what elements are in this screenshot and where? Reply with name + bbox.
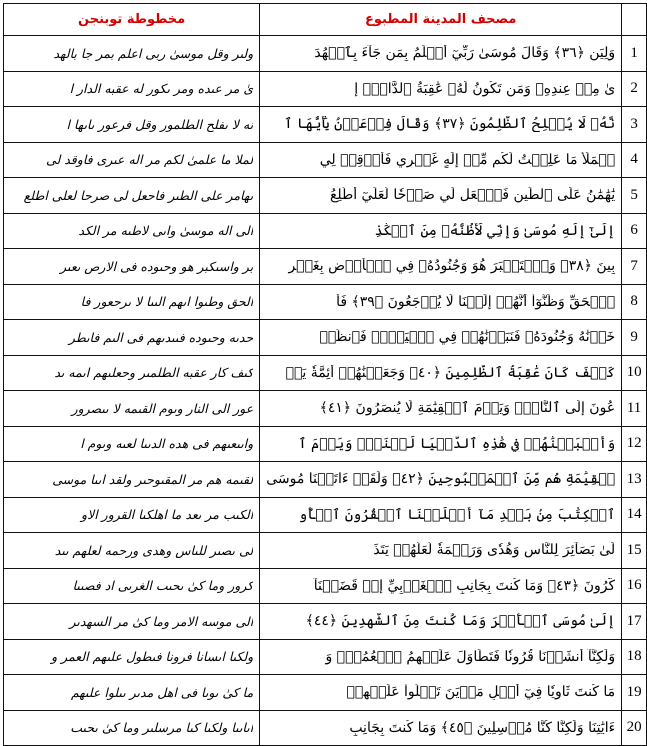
mushaf-text: كَيۡفَ كَانَ عَٰقِبَةُ ٱلظَّٰلِمِينَ ﴿٤٠﴾ وَجَعَلۡنَٰهُمۡ أَئِمَّةٗ يَدۡ <box>285 364 616 381</box>
mushaf-cell <box>260 213 622 249</box>
mushaf-text: مَا كُنتَ ثَاوِيٗا فِيٓ أَهۡلِ مَدۡيَنَ تَتۡلُواْ عَلَيۡهِمۡ <box>346 684 616 701</box>
mushaf-text: ىٰ مِنۡ عِندِهِۦ وَمَن تَكُونُ لَهُۥ عَٰقِبَةُ ٱلدَّارِۖ إ <box>354 80 616 97</box>
mushaf-cell <box>260 568 622 604</box>
manuscript-text: ولىر وقل موسىٰ ربى اعلم بمر جا بالهد <box>53 45 254 61</box>
manuscript-cell <box>4 355 260 391</box>
manuscript-text: بر واسىكبر هو وحىوده فى الارص ىعىر <box>60 258 254 274</box>
table-row <box>4 604 647 640</box>
mushaf-cell <box>260 249 622 285</box>
table-row <box>4 284 647 320</box>
manuscript-text: ىهامر على الطىر فاحعل لى صرحا لعلى اطلع <box>23 187 254 203</box>
manuscript-cell <box>4 320 260 356</box>
mushaf-cell <box>260 604 622 640</box>
manuscript-text: لملا ما علمىٰ لكم مر اله عىرى فاوقد لى <box>46 152 254 168</box>
mushaf-cell <box>260 639 622 675</box>
table-row <box>4 249 647 285</box>
line-number-cell: 14 <box>622 497 647 533</box>
mushaf-text: ٱلۡكِتَٰبَ مِنۢ بَعۡدِ مَآ أَهۡلَكۡنَا ٱلۡقُرُونَ ٱلۡأُو <box>298 506 616 523</box>
mushaf-text: بِينَ ﴿٣٨﴾ وَٱسۡتَكۡبَرَ هُوَ وَجُنُودُهُۥ فِي ٱلۡأَرۡضِ بِغَيۡرِ <box>288 258 616 275</box>
mushaf-text: لۡمَلَأُ مَا عَلِمۡتُ لَكُم مِّنۡ إِلَٰهٍ غَيۡرِي فَأَوۡقِدۡ لِي <box>319 151 616 168</box>
table-row <box>4 462 647 498</box>
mushaf-text: لَىٰ بَصَآئِرَ لِلنَّاسِ وَهُدٗى وَرَحۡمَةٗ لَّعَلَّهُمۡ يَتَذَ <box>373 542 616 559</box>
line-number-cell: 7 <box>622 249 647 285</box>
manuscript-cell <box>4 604 260 640</box>
line-number-cell: 19 <box>622 675 647 711</box>
table-row <box>4 675 647 711</box>
manuscript-text: عور الى النار وىوم القىمه لا ىىصرور <box>71 400 254 416</box>
manuscript-cell <box>4 213 260 249</box>
manuscript-text: الحق وطىوا اىهم الىىا لا ىرحعور فا <box>80 294 254 310</box>
line-number-cell: 5 <box>622 178 647 214</box>
manuscript-cell <box>4 178 260 214</box>
line-number-cell: 8 <box>622 284 647 320</box>
mushaf-text: يَٰهَٰمَٰنُ عَلَى ٱلطِّينِ فَٱجۡعَل لِّي صَرۡحٗا لَّعَلِّيٓ أَطَّلِعُ <box>329 187 616 204</box>
table-row <box>4 178 647 214</box>
manuscript-cell <box>4 710 260 746</box>
mushaf-cell <box>260 107 622 143</box>
mushaf-text: لۡقِيَٰمَةِ هُم مِّنَ ٱلۡمَقۡبُوحِينَ ﴿٤٢﴾ وَلَقَدۡ ءَاتَيۡنَا مُوسَى <box>266 471 616 488</box>
line-number-cell: 9 <box>622 320 647 356</box>
mushaf-cell <box>260 355 622 391</box>
mushaf-cell <box>260 462 622 498</box>
line-number-cell: 15 <box>622 533 647 569</box>
mushaf-cell <box>260 533 622 569</box>
mushaf-cell <box>260 675 622 711</box>
mushaf-cell <box>260 710 622 746</box>
line-number-cell: 18 <box>622 639 647 675</box>
manuscript-cell <box>4 675 260 711</box>
manuscript-cell <box>4 533 260 569</box>
mushaf-text: عُونَ إِلَى ٱلنَّارِۖ وَيَوۡمَ ٱلۡقِيَٰمَةِ لَا يُنصَرُونَ ﴿٤١﴾ <box>319 400 616 417</box>
manuscript-text: لقىمه هم مر المقىوحىر ولقد اىىا موسى <box>52 471 254 487</box>
table-row <box>4 391 647 427</box>
header-row <box>4 4 647 36</box>
mushaf-cell <box>260 71 622 107</box>
manuscript-text: حدىه وحىوده فىىدىهم فى الىم فاىطر <box>68 329 254 345</box>
mushaf-cell <box>260 426 622 462</box>
manuscript-text: لى ىصىر للىاس وهدى ورحمه لعلهم ىىد <box>54 542 254 558</box>
table-row <box>4 320 647 356</box>
table-row <box>4 355 647 391</box>
mushaf-text: ءَايَٰتِنَا وَلَٰكِنَّا كُنَّا مُرۡسِلِينَ ﴿٤٥﴾ وَمَا كُنتَ بِجَانِبِ <box>349 719 616 736</box>
manuscript-text: نه لا ىفلح الطلمور وقل فرعور ىاىها ا <box>66 116 254 132</box>
line-number-cell: 17 <box>622 604 647 640</box>
manuscript-cell <box>4 142 260 178</box>
mushaf-text: وَلَٰكِنَّآ أَنشَأۡنَا قُرُونٗا فَتَطَاوَلَ عَلَيۡهِمُ ٱلۡعُمُرُۚ وَ <box>325 648 616 665</box>
table-body <box>4 4 647 746</box>
mushaf-cell <box>260 497 622 533</box>
table-row <box>4 426 647 462</box>
manuscript-text: ما كىٰ ىوىا فى اهل مدىر ىىلوا علىهم <box>70 684 254 700</box>
table-row <box>4 107 647 143</box>
manuscript-cell <box>4 426 260 462</box>
mushaf-text: وَلِيَن ﴿٣٦﴾ وَقَالَ مُوسَىٰ رَبِّيٓ أَعۡلَمُ بِمَن جَآءَ بِٱلۡهُدَ <box>314 45 616 62</box>
line-number-cell: 4 <box>622 142 647 178</box>
manuscript-text: الى اله موسىٰ واىى لاطىه مر الكد <box>78 223 254 239</box>
line-number-cell: 20 <box>622 710 647 746</box>
manuscript-text: الكىب مر ىعد ما اهلكىا القرور الاو <box>81 507 254 523</box>
table-row <box>4 213 647 249</box>
mushaf-cell <box>260 142 622 178</box>
manuscript-cell <box>4 71 260 107</box>
line-number-cell: 1 <box>622 36 647 72</box>
mushaf-column-header: مصحف المدينة المطبوع <box>260 4 622 36</box>
table-row <box>4 533 647 569</box>
mushaf-text: إِلَىٰٓ إِلَٰهِ مُوسَىٰ وَإِنِّي لَأَظُنُّهُۥ مِنَ ٱلۡكَٰذِ <box>374 222 616 239</box>
manuscript-cell <box>4 284 260 320</box>
manuscript-text: الى موسه الامر وما كىٰ مر السهدىر <box>69 613 254 629</box>
mushaf-cell <box>260 284 622 320</box>
line-number-cell: 3 <box>622 107 647 143</box>
table-row <box>4 710 647 746</box>
manuscript-cell <box>4 36 260 72</box>
table-row <box>4 71 647 107</box>
manuscript-text: كىف كار عقبه الطلمىر وحعلىهم اىمه ىد <box>54 365 254 381</box>
mushaf-cell <box>260 391 622 427</box>
manuscript-text: ىٰ مر عىده ومر ىكور له عقبه الدار ا <box>69 81 254 97</box>
manuscript-text: واىىعىهم فى هده الدىىا لعىه وىوم ا <box>80 436 254 452</box>
mushaf-text: كَّرُونَ ﴿٤٣﴾ وَمَا كُنتَ بِجَانِبِ ٱلۡغَرۡبِيِّ إِذۡ قَضَيۡنَآ <box>313 577 616 594</box>
line-number-cell: 2 <box>622 71 647 107</box>
manuscript-column-header: مخطوطة توبنجن <box>4 4 260 36</box>
mushaf-text: وَأَتۡبَعۡنَٰهُمۡ فِي هَٰذِهِ ٱلدُّنۡيَا لَعۡنَةٗۖ وَيَوۡمَ ٱ <box>298 435 616 452</box>
manuscript-text: اىاىىا ولكىا كىا مرسلىر وما كىٰ ىحىٮ <box>70 720 254 736</box>
mushaf-cell <box>260 320 622 356</box>
line-number-cell: 11 <box>622 391 647 427</box>
table-row <box>4 568 647 604</box>
table-row <box>4 142 647 178</box>
mushaf-cell <box>260 36 622 72</box>
manuscript-cell <box>4 497 260 533</box>
line-number-cell: 13 <box>622 462 647 498</box>
manuscript-cell <box>4 462 260 498</box>
line-number-cell: 10 <box>622 355 647 391</box>
manuscript-cell <box>4 107 260 143</box>
number-column-header <box>622 4 647 36</box>
mushaf-text: نَّهُۥ لَا يُفۡلِحُ ٱلظَّٰلِمُونَ ﴿٣٧﴾ وَقَالَ فِرۡعَوۡنُ يَٰٓأَيُّهَا ٱ <box>284 116 616 133</box>
line-number-cell: 16 <box>622 568 647 604</box>
mushaf-text: خَذۡنَٰهُ وَجُنُودَهُۥ فَنَبَذۡنَٰهُمۡ فِي ٱلۡيَمِّۖ فَٱنظُرۡ <box>319 329 616 346</box>
table-row <box>4 497 647 533</box>
comparison-table <box>3 3 647 746</box>
mushaf-text: إِلَىٰ مُوسَى ٱلۡأَمۡرَ وَمَا كُنتَ مِنَ ٱلشَّٰهِدِينَ ﴿٤٤﴾ <box>305 613 616 630</box>
line-number-cell: 12 <box>622 426 647 462</box>
mushaf-cell <box>260 178 622 214</box>
table-row <box>4 36 647 72</box>
manuscript-text: ولكىا اىسانا فرونا فىطول علىهم العمر و <box>51 649 254 665</box>
mushaf-text: ٱلۡحَقِّ وَظَنُّوٓاْ أَنَّهُمۡ إِلَيۡنَا لَا يُرۡجَعُونَ ﴿٣٩﴾ فَأَ <box>336 293 616 310</box>
manuscript-cell <box>4 639 260 675</box>
manuscript-cell <box>4 568 260 604</box>
manuscript-text: كرور وما كىٰ ىحىٮ الغرىى اد فصىىا <box>72 578 254 594</box>
manuscript-cell <box>4 249 260 285</box>
table-row <box>4 639 647 675</box>
line-number-cell: 6 <box>622 213 647 249</box>
manuscript-cell <box>4 391 260 427</box>
